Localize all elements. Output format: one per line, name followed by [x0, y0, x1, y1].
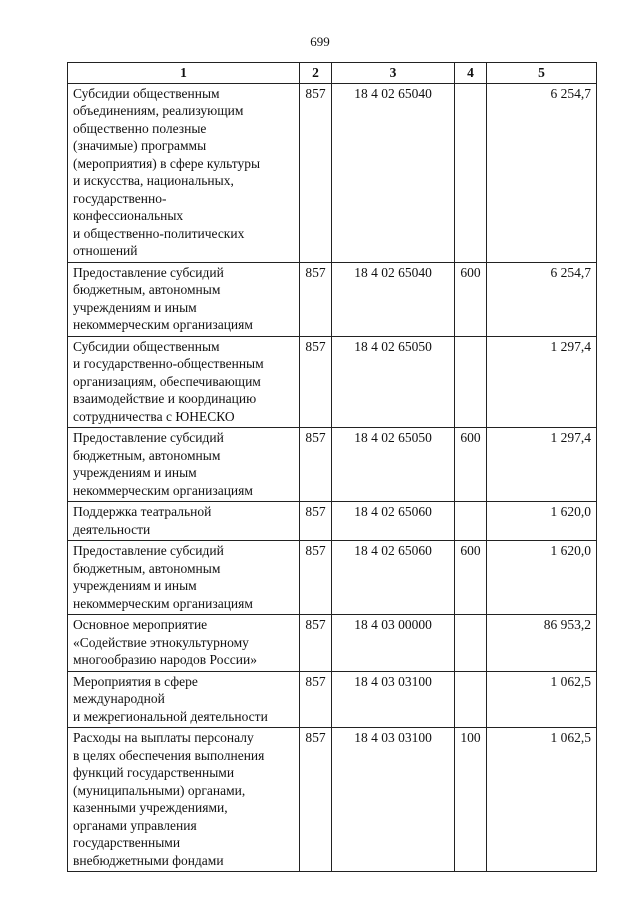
- row-amount: 1 297,4: [487, 336, 597, 428]
- header-col-3: 3: [332, 63, 455, 84]
- row-ministry: 857: [300, 336, 332, 428]
- row-type: [455, 671, 487, 728]
- row-amount: 6 254,7: [487, 262, 597, 336]
- table-row: [68, 541, 597, 615]
- row-type: 600: [455, 541, 487, 615]
- table-row: [68, 428, 597, 502]
- row-type: 100: [455, 728, 487, 872]
- table-row: [68, 502, 597, 541]
- row-name: Субсидии общественным объединениям, реализующим общественно полезные (значимые) программы (мероприятия) в сфере культуры и искусства, национальных, государственно- конфессиональных и общественно-политических отношений: [68, 83, 300, 262]
- row-code: 18 4 02 65060: [332, 502, 455, 541]
- page-number: 699: [310, 34, 330, 49]
- row-ministry: 857: [300, 428, 332, 502]
- row-ministry: 857: [300, 502, 332, 541]
- row-amount: 1 620,0: [487, 502, 597, 541]
- row-type: [455, 502, 487, 541]
- row-name: Субсидии общественным и государственно-общественным организациям, обеспечивающим взаимодействие и координацию сотрудничества с ЮНЕСКО: [68, 336, 300, 428]
- row-code: 18 4 02 65050: [332, 336, 455, 428]
- header-col-1: 1: [68, 63, 300, 84]
- row-name: Поддержка театральной деятельности: [68, 502, 300, 541]
- row-ministry: 857: [300, 615, 332, 672]
- budget-table: [67, 62, 597, 872]
- table-row: [68, 262, 597, 336]
- row-ministry: 857: [300, 728, 332, 872]
- row-code: 18 4 03 03100: [332, 728, 455, 872]
- row-type: [455, 615, 487, 672]
- row-ministry: 857: [300, 262, 332, 336]
- row-code: 18 4 02 65060: [332, 541, 455, 615]
- row-type: [455, 336, 487, 428]
- row-code: 18 4 03 03100: [332, 671, 455, 728]
- row-ministry: 857: [300, 83, 332, 262]
- row-name: Предоставление субсидий бюджетным, автономным учреждениям и иным некоммерческим организациям: [68, 428, 300, 502]
- row-amount: 6 254,7: [487, 83, 597, 262]
- table-row: [68, 336, 597, 428]
- table-row: [68, 728, 597, 872]
- row-name: Расходы на выплаты персоналу в целях обеспечения выполнения функций государственными (муниципальными) органами, казенными учреждениями, органами управления государственными внебюджетными фондами: [68, 728, 300, 872]
- row-name: Предоставление субсидий бюджетным, автономным учреждениям и иным некоммерческим организациям: [68, 262, 300, 336]
- header-row: [68, 63, 597, 84]
- row-ministry: 857: [300, 671, 332, 728]
- row-type: 600: [455, 262, 487, 336]
- table-row: [68, 671, 597, 728]
- row-name: Мероприятия в сфере международной и межрегиональной деятельности: [68, 671, 300, 728]
- header-col-5: 5: [487, 63, 597, 84]
- row-amount: 1 297,4: [487, 428, 597, 502]
- row-amount: 86 953,2: [487, 615, 597, 672]
- row-code: 18 4 02 65040: [332, 83, 455, 262]
- row-name: Основное мероприятие «Содействие этнокультурному многообразию народов России»: [68, 615, 300, 672]
- row-name: Предоставление субсидий бюджетным, автономным учреждениям и иным некоммерческим организациям: [68, 541, 300, 615]
- row-type: 600: [455, 428, 487, 502]
- table-row: [68, 615, 597, 672]
- table-row: [68, 83, 597, 262]
- row-amount: 1 620,0: [487, 541, 597, 615]
- row-amount: 1 062,5: [487, 728, 597, 872]
- row-type: [455, 83, 487, 262]
- row-code: 18 4 03 00000: [332, 615, 455, 672]
- row-ministry: 857: [300, 541, 332, 615]
- header-col-4: 4: [455, 63, 487, 84]
- row-code: 18 4 02 65050: [332, 428, 455, 502]
- row-code: 18 4 02 65040: [332, 262, 455, 336]
- row-amount: 1 062,5: [487, 671, 597, 728]
- header-col-2: 2: [300, 63, 332, 84]
